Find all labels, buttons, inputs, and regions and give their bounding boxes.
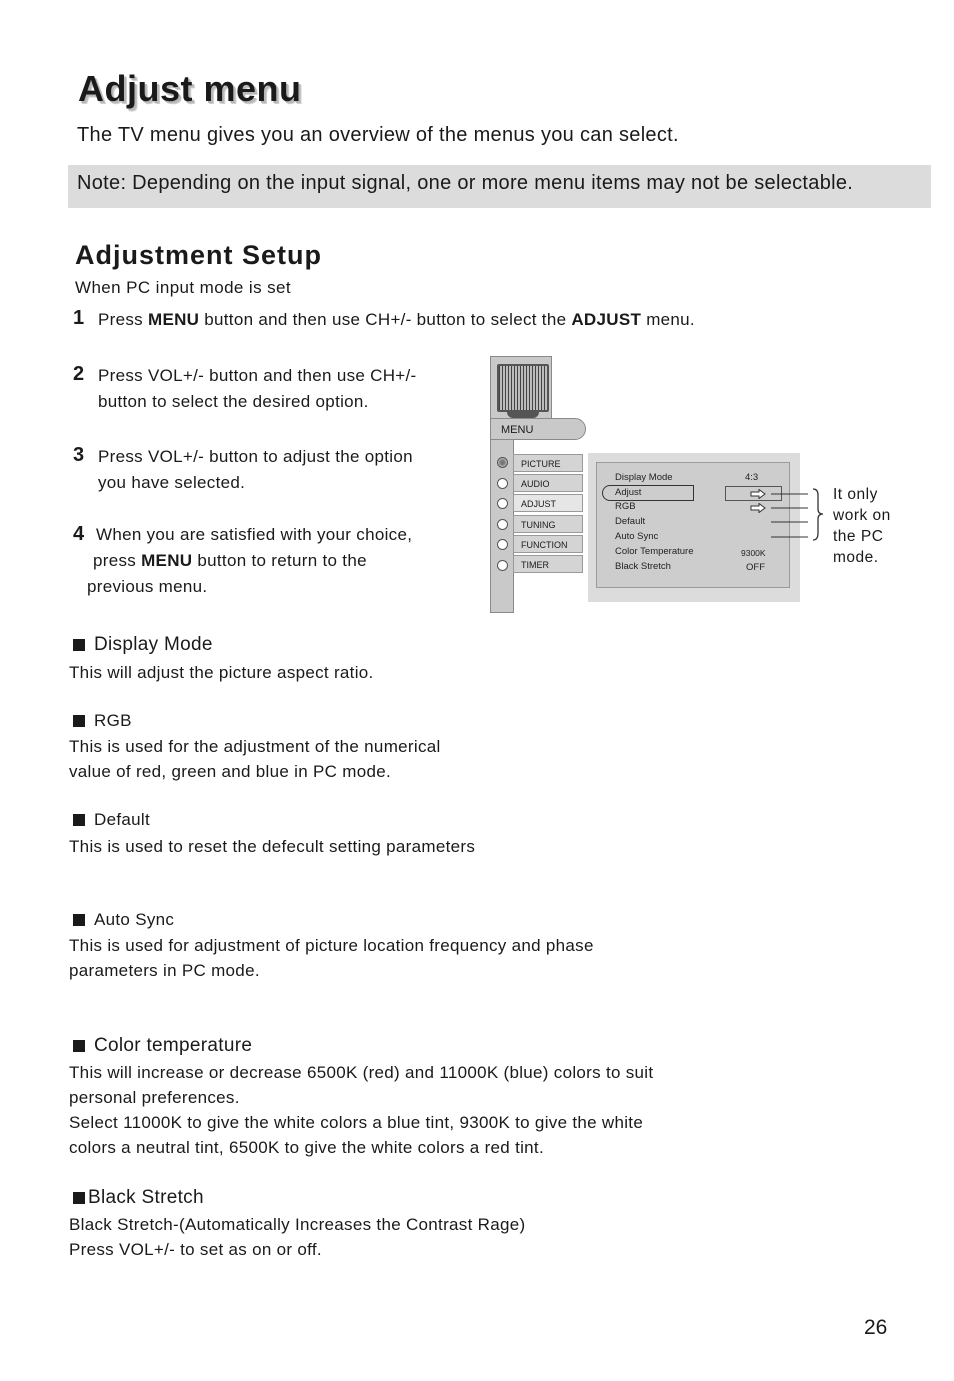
step-4-text: When you are satisfied with your choice, press MENU button to return to the previous menu. — [87, 525, 413, 596]
tv-icon — [497, 364, 549, 412]
value-display-mode: 4:3 — [745, 472, 759, 483]
value-black-stretch: OFF — [746, 562, 765, 573]
heading-auto-sync: Auto Sync — [73, 910, 174, 930]
menu-item-function[interactable]: FUNCTION — [513, 535, 583, 553]
menu-item-picture[interactable]: PICTURE — [513, 454, 583, 472]
menu-dot-picture — [497, 457, 508, 468]
menu-item-adjust[interactable]: ADJUST — [513, 494, 583, 512]
value-color-temperature: 9300K — [741, 548, 766, 558]
heading-color-temperature: Color temperature — [73, 1035, 252, 1057]
desc-display-mode: This will adjust the picture aspect ratio. — [69, 663, 374, 682]
page-title: Adjust menu — [78, 68, 302, 109]
note-box: Note: Depending on the input signal, one or more menu items may not be selectable. — [68, 165, 931, 208]
menu-item-timer[interactable]: TIMER — [513, 555, 583, 573]
menu-dot-tuning — [497, 519, 508, 530]
option-display-mode[interactable]: Display Mode — [615, 472, 673, 483]
option-auto-sync[interactable]: Auto Sync — [615, 531, 659, 542]
step-2-number: 2 — [73, 363, 85, 385]
option-color-temperature[interactable]: Color Temperature — [615, 546, 694, 557]
step-3-number: 3 — [73, 444, 85, 466]
heading-black-stretch: Black Stretch — [73, 1187, 204, 1209]
step-4-number: 4 — [73, 523, 85, 545]
step-2-text: Press VOL+/- button and then use CH+/- button to select the desired option. — [98, 366, 417, 411]
bullet-square-icon — [73, 914, 85, 926]
bullet-square-icon — [73, 1040, 85, 1052]
desc-color-temperature: This will increase or decrease 6500K (red) and 11000K (blue) colors to suit personal preferences. Select 11000K to give the white colors a blue tint, 9300K to give the white colors a neutral tint, 6500K to give the white colors a red tint. — [69, 1063, 654, 1157]
page-number: 26 — [864, 1316, 888, 1339]
desc-auto-sync: This is used for adjustment of picture location frequency and phase parameters in PC mode. — [69, 936, 594, 980]
step-3-text: Press VOL+/- button to adjust the option you have selected. — [98, 447, 413, 492]
option-rgb[interactable]: RGB — [615, 501, 636, 512]
arrow-right-icon — [750, 489, 766, 499]
section-title: Adjustment Setup — [75, 240, 323, 270]
pc-mode-note: It only work on the PC mode. — [833, 486, 891, 566]
option-default[interactable]: Default — [615, 516, 646, 527]
bullet-square-icon — [73, 814, 85, 826]
arrow-right-icon — [750, 503, 766, 513]
bullet-square-icon — [73, 639, 85, 651]
section-subtitle: When PC input mode is set — [75, 278, 291, 297]
menu-tab: MENU — [490, 418, 586, 440]
menu-item-audio[interactable]: AUDIO — [513, 474, 583, 492]
menu-item-tuning[interactable]: TUNING — [513, 515, 583, 533]
menu-dot-audio — [497, 478, 508, 489]
step-1-number: 1 — [73, 307, 85, 329]
pc-mode-brace — [765, 485, 831, 543]
option-black-stretch[interactable]: Black Stretch — [615, 561, 671, 572]
desc-default: This is used to reset the defecult setting parameters — [69, 837, 476, 856]
heading-default: Default — [73, 810, 150, 830]
step-1-text: Press MENU button and then use CH+/- button to select the ADJUST menu. — [98, 310, 695, 329]
menu-dot-adjust — [497, 498, 508, 509]
desc-rgb: This is used for the adjustment of the numerical value of red, green and blue in PC mode. — [69, 737, 441, 781]
heading-display-mode: Display Mode — [73, 634, 213, 656]
menu-dot-timer — [497, 560, 508, 571]
menu-dot-function — [497, 539, 508, 550]
option-adjust[interactable]: Adjust — [615, 487, 642, 498]
heading-rgb: RGB — [73, 711, 132, 731]
desc-black-stretch: Black Stretch-(Automatically Increases the Contrast Rage) Press VOL+/- to set as on or off. — [69, 1215, 526, 1259]
intro-text: The TV menu gives you an overview of the menus you can select. — [77, 124, 679, 146]
bullet-square-icon — [73, 1192, 85, 1204]
bullet-square-icon — [73, 715, 85, 727]
